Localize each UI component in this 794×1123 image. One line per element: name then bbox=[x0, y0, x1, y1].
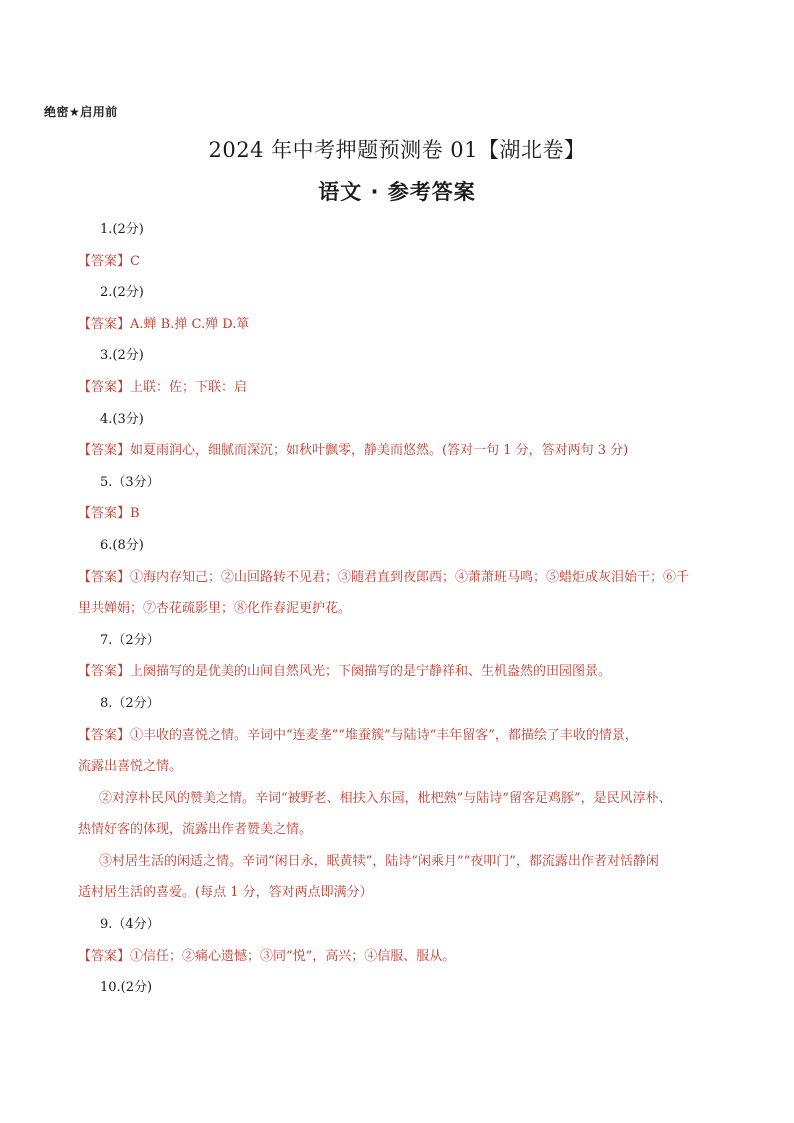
question-3: 3.(2分) bbox=[100, 348, 144, 364]
page-title: 2024 年中考押题预测卷 01【湖北卷】 bbox=[208, 138, 586, 162]
answer-text: 上联：佐；下联：启 bbox=[130, 379, 248, 395]
answer-8-point2: ②对淳朴民风的赞美之情。辛词“被野老、相扶入东园，枇杷熟”与陆诗“留客足鸡豚”，是民风淳朴、 bbox=[99, 790, 672, 806]
answer-tag: 【答案】 bbox=[78, 506, 131, 522]
answer-text: ①海内存知己；②山回路转不见君；③随君直到夜郎西；④萧萧班马鸣；⑤蜡炬成灰泪始干；⑥千 bbox=[130, 569, 690, 585]
question-7: 7.（2分） bbox=[100, 632, 160, 648]
question-4: 4.(3分) bbox=[100, 411, 144, 427]
answer-9 bbox=[78, 941, 739, 973]
answer-4 bbox=[78, 435, 739, 467]
answer-2 bbox=[78, 309, 739, 341]
page-subtitle: 语文 · 参考答案 bbox=[318, 180, 476, 204]
answer-5 bbox=[78, 498, 739, 530]
answer-text: B bbox=[130, 506, 140, 522]
answer-tag: 【答案】 bbox=[78, 948, 131, 964]
answer-text: 如夏雨润心，细腻而深沉；如秋叶飘零，静美而悠然。(答对一句 1 分，答对两句 3 分) bbox=[130, 443, 629, 459]
answer-tag: 【答案】 bbox=[78, 569, 131, 585]
answer-text: C bbox=[130, 253, 140, 269]
answer-8 bbox=[78, 720, 739, 752]
answer-tag: 【答案】 bbox=[78, 443, 131, 459]
answer-8-point2-continued: 热情好客的体现，流露出作者赞美之情。 bbox=[78, 822, 313, 838]
question-1: 1.(2分) bbox=[100, 222, 144, 237]
question-5: 5.（3分） bbox=[100, 474, 160, 490]
question-2: 2.(2分) bbox=[100, 285, 144, 301]
answer-tag: 【答案】 bbox=[78, 664, 131, 680]
question-8: 8.（2分） bbox=[100, 695, 160, 711]
confidential-label: 绝密★启用前 bbox=[44, 105, 118, 119]
answer-list bbox=[78, 214, 739, 1004]
answer-tag: 【答案】 bbox=[78, 253, 131, 269]
answer-6 bbox=[78, 562, 739, 594]
answer-3 bbox=[78, 372, 739, 404]
answer-7 bbox=[78, 656, 739, 688]
question-9: 9.（4分） bbox=[100, 917, 160, 933]
answer-tag: 【答案】 bbox=[78, 316, 131, 332]
answer-8-point3-continued: 适村居生活的喜爱。(每点 1 分，答对两点即满分） bbox=[78, 885, 373, 901]
answer-tag: 【答案】 bbox=[78, 379, 131, 395]
question-10: 10.(2分) bbox=[100, 980, 153, 996]
answer-text: A.蝉 B.掸 C.殚 D.箪 bbox=[130, 316, 250, 332]
question-6: 6.(8分) bbox=[100, 537, 144, 553]
answer-8-point1-continued: 流露出喜悦之情。 bbox=[78, 759, 183, 775]
answer-1 bbox=[78, 246, 739, 278]
answer-8-point3: ③村居生活的闲适之情。辛词“闲日永，眠黄犊”，陆诗“闲乘月”“夜叩门”，都流露出作者对恬静闲 bbox=[99, 853, 659, 869]
answer-text: 上阕描写的是优美的山间自然风光；下阕描写的是宁静祥和、生机盎然的田园图景。 bbox=[130, 664, 612, 680]
answer-tag: 【答案】 bbox=[78, 727, 131, 743]
answer-6-continued: 里共婵娟；⑦杏花疏影里；⑧化作春泥更护花。 bbox=[78, 601, 352, 617]
answer-text: ①信任；②痛心遗憾；③同“悦”，高兴；④信服、服从。 bbox=[130, 948, 456, 964]
answer-text: ①丰收的喜悦之情。辛词中“连麦垄”“堆蚕簇”与陆诗“丰年留客”，都描绘了丰收的情景， bbox=[130, 727, 638, 743]
